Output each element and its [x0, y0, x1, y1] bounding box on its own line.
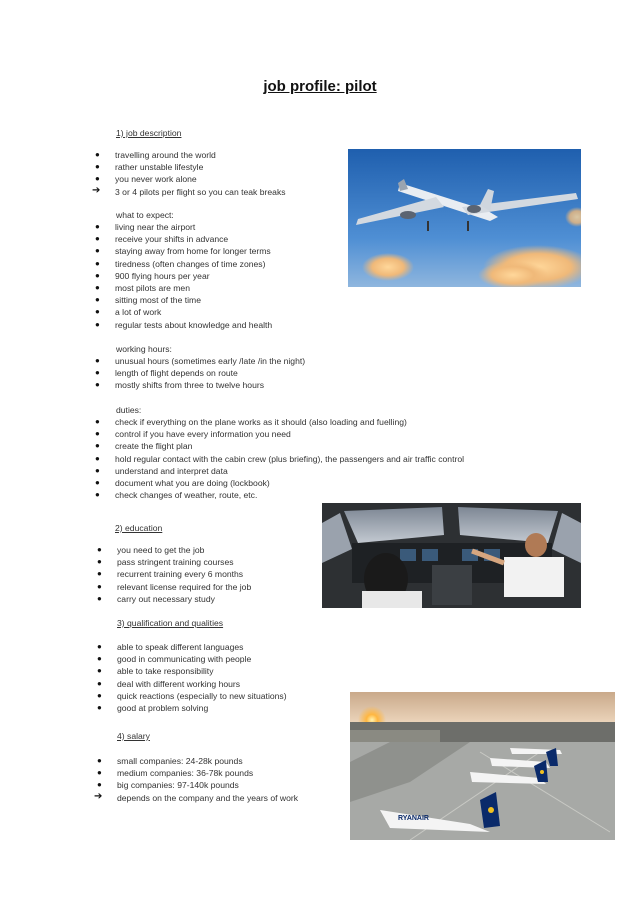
- list-item: ● you never work alone: [95, 174, 197, 185]
- duties-label: duties:: [116, 405, 142, 415]
- list-item: ● tiredness (often changes of time zones): [95, 258, 266, 269]
- list-item: ● create the flight plan: [95, 441, 193, 452]
- bullet-icon: ●: [97, 654, 102, 664]
- bullet-icon: ●: [97, 666, 102, 676]
- list-item: ● big companies: 97-140k pounds: [97, 780, 239, 791]
- list-item: ● pass stringent training courses: [97, 557, 234, 568]
- bullet-icon: ●: [97, 569, 102, 579]
- list-item: ● rather unstable lifestyle: [95, 162, 204, 173]
- what-to-expect-label: what to expect:: [116, 210, 174, 220]
- bullet-icon: ●: [97, 678, 102, 688]
- duties-list: [92, 416, 464, 501]
- qualification-heading: 3) qualification and qualities: [117, 618, 224, 628]
- bullet-icon: ●: [95, 150, 100, 159]
- list-item: ● good at problem solving: [97, 702, 209, 713]
- bullet-icon: ●: [95, 453, 100, 463]
- education-list: [94, 544, 251, 605]
- job-description-heading: 1) job description: [116, 128, 182, 138]
- education-heading: 2) education: [115, 523, 163, 533]
- bullet-icon: ●: [97, 702, 102, 712]
- arrow-icon: ➔: [92, 184, 101, 196]
- bullet-icon: ●: [95, 174, 100, 184]
- list-item: ● quick reactions (especially to new situations): [97, 690, 287, 701]
- bullet-icon: ●: [95, 295, 100, 305]
- bullet-icon: ●: [95, 368, 100, 378]
- list-item: ● relevant license required for the job: [97, 581, 252, 592]
- list-item: ● you need to get the job: [97, 545, 205, 555]
- list-item: ● medium companies: 36-78k pounds: [97, 768, 254, 779]
- bullet-icon: ●: [97, 690, 102, 700]
- bullet-icon: ●: [95, 222, 100, 231]
- bullet-icon: ●: [95, 162, 100, 172]
- list-item: ● hold regular contact with the cabin crew (plus briefing), the passengers and air traffic control: [95, 453, 465, 464]
- list-item: ● mostly shifts from three to twelve hours: [95, 380, 265, 391]
- list-item: ● sitting most of the time: [95, 295, 201, 306]
- bullet-icon: ●: [97, 756, 102, 765]
- list-item: ● carry out necessary study: [97, 593, 215, 604]
- list-item: ● good in communicating with people: [97, 654, 252, 665]
- list-item: ● regular tests about knowledge and health: [95, 319, 273, 330]
- salary-heading: 4) salary: [117, 731, 150, 741]
- list-item: ● small companies: 24-28k pounds: [97, 756, 243, 766]
- bullet-icon: ●: [97, 642, 102, 651]
- list-item: ➔ 3 or 4 pilots per flight so you can teak breaks: [92, 184, 286, 197]
- cockpit-photo: [322, 503, 581, 608]
- job-description-list: [92, 149, 286, 198]
- airport-apron-photo: [350, 692, 615, 840]
- working-hours-label: working hours:: [116, 344, 172, 354]
- list-item: ● deal with different working hours: [97, 678, 241, 689]
- bullet-icon: ●: [95, 246, 100, 256]
- list-item: ● 900 flying hours per year: [95, 270, 210, 281]
- list-item: ● most pilots are men: [95, 282, 190, 293]
- list-item: ● living near the airport: [95, 222, 196, 232]
- bullet-icon: ●: [95, 380, 100, 390]
- salary-list: [94, 755, 298, 804]
- bullet-icon: ●: [97, 557, 102, 567]
- list-item: ● unusual hours (sometimes early /late /in the night): [95, 356, 306, 366]
- bullet-icon: ●: [95, 477, 100, 487]
- list-item: ● able to speak different languages: [97, 642, 244, 652]
- list-item: ● check changes of weather, route, etc.: [95, 490, 258, 501]
- bullet-icon: ●: [97, 545, 102, 554]
- bullet-icon: ●: [95, 234, 100, 244]
- qualification-list: [94, 641, 287, 714]
- list-item: ➔ depends on the company and the years of work: [94, 790, 299, 803]
- bullet-icon: ●: [95, 441, 100, 451]
- bullet-icon: ●: [95, 465, 100, 475]
- airplane-in-sky-photo: [348, 149, 581, 287]
- bullet-icon: ●: [97, 780, 102, 790]
- list-item: ● length of flight depends on route: [95, 368, 238, 379]
- bullet-icon: ●: [95, 429, 100, 439]
- what-to-expect-list: [92, 221, 272, 331]
- bullet-icon: ●: [95, 490, 100, 500]
- bullet-icon: ●: [95, 282, 100, 292]
- bullet-icon: ●: [95, 417, 100, 426]
- list-item: ● receive your shifts in advance: [95, 234, 229, 245]
- list-item: ● staying away from home for longer terms: [95, 246, 271, 257]
- bullet-icon: ●: [97, 581, 102, 591]
- list-item: ● recurrent training every 6 months: [97, 569, 244, 580]
- bullet-icon: ●: [97, 768, 102, 778]
- list-item: ● document what you are doing (lockbook): [95, 477, 270, 488]
- bullet-icon: ●: [95, 356, 100, 365]
- list-item: ● understand and interpret data: [95, 465, 228, 476]
- bullet-icon: ●: [95, 319, 100, 329]
- page-title: job profile: pilot: [263, 78, 377, 95]
- ryanair-livery-text: RYANAIR: [398, 815, 429, 822]
- bullet-icon: ●: [95, 258, 100, 268]
- bullet-icon: ●: [95, 270, 100, 280]
- bullet-icon: ●: [95, 307, 100, 317]
- list-item: ● control if you have every information you need: [95, 429, 291, 440]
- bullet-icon: ●: [97, 593, 102, 603]
- working-hours-list: [92, 355, 305, 392]
- list-item: ● check if everything on the plane works as it should (also loading and fuelling): [95, 417, 407, 427]
- arrow-icon: ➔: [94, 790, 103, 802]
- list-item: ● travelling around the world: [95, 150, 216, 160]
- list-item: ● a lot of work: [95, 307, 162, 318]
- list-item: ● able to take responsibility: [97, 666, 214, 677]
